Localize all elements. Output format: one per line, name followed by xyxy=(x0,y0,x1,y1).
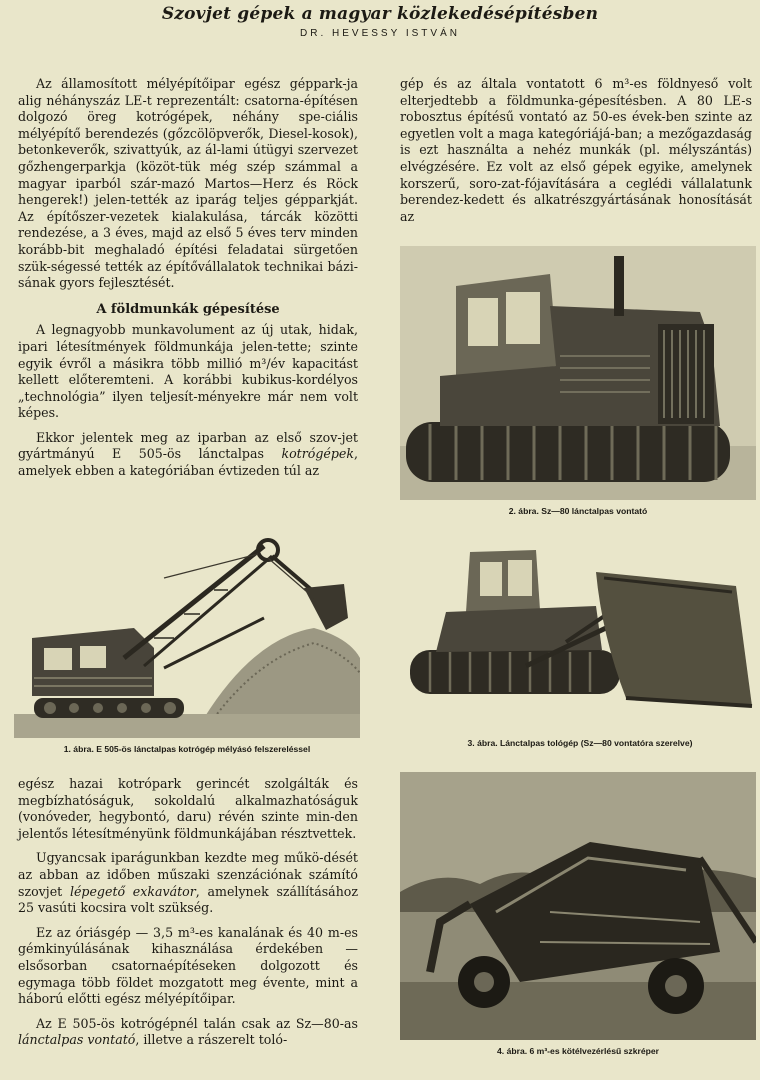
emphasis-tracked-tractor: lánctalpas vontató xyxy=(18,1032,136,1048)
paragraph-backbone: egész hazai kotrópark gerincét szolgálták és megbízhatóságuk, sokoldalú alkalmazhatóságuk (vonóveder, hegybontó, daru) révén szinte min-den jelentős létesítményünk földmunkájában résztvettek. xyxy=(18,776,358,841)
paragraph-giant-machine: Ez az óriásgép — 3,5 m³-es kanalának és 40 m-es gémkinyúlásának kihasználása érdekében — elsősorban csatornaépítéseken dolgozott és egymaga több földet mozgatott meg évente, mint a háború előtti egész mélyépítőipar. xyxy=(18,924,358,1007)
section-heading: A földmunkák gépesítése xyxy=(96,301,280,317)
paragraph-intro: Az államosított mélyépítőipar egész géppark-ja alig néhányszáz LE-t reprezentált: csatorna-építésen dolgozó öreg kotrógépek, néhány spe-ciális mélyépítő berendezés (gőzcölöpverők, Diesel-kosok), betonkeverők, szivattyúk, az ál-lami útügyi szervezet gőzhengerparkja (közöt-tük még szép számmal a magyar iparból szár-mazó Martos—Herz és Röck hengerek!) jelen-tették az iparág teljes gépparkját. Az építőszer-vezetek kialakulása, tárcák közötti rendezése, a 3 éves, majd az első 5 éves terv minden korább-bit meghaladó építési feladatai sürgetően szük-ségessé tették az építővállalatok technikai bázi-sának gyors fejlesztését. xyxy=(18,76,358,291)
figure-2-tractor xyxy=(400,246,756,500)
figure-1-caption: 1. ábra. E 505-ös lánctalpas kotrógép mélyásó felszereléssel xyxy=(63,744,311,754)
article-title: Szovjet gépek a magyar közlekedésépítésben xyxy=(161,4,599,24)
right-column-top xyxy=(400,76,752,225)
emphasis-excavators: kotrógépek xyxy=(281,446,354,462)
left-column-bottom xyxy=(18,776,358,1049)
figure-4-scraper xyxy=(400,772,756,1040)
figure-2-caption: 2. ábra. Sz—80 lánctalpas vontató xyxy=(508,506,648,516)
paragraph-earthwork: A legnagyobb munkavolument az új utak, hidak, ipari létesítmények földmunkája jelen-tette; szinte egyik évről a másikra több millió m³/év kapacitást kellett előteremteni. A korábbi kubikus-kordélyos „technológia” ilyen teljesít-ményekre már nem volt képes. xyxy=(18,322,358,421)
paragraph-walking-excavator: Ugyancsak iparágunkban kezdte meg műkö-dését az abban az időben műszaki szenzációnak számító szovjet lépegető exkavátor, amelynek szállításához 25 vasúti kocsira volt szükség. xyxy=(18,850,359,916)
figure-3-bulldozer xyxy=(406,546,754,730)
paragraph-tractor: gép és az általa vontatott 6 m³-es földnyeső volt elterjedtebb a földmunka-gépesítésben. A 80 LE-s robosztus építésű vontató az 50-es évek-ben szinte az egyetlen volt a maga kategóriájá-ban; a mezőgazdaság is ezt használta a nehéz munkák (pl. mélyszántás) elvégzésére. Ez volt az első gépek egyike, amelynek korszerű, soro-zat-fójavítására a ceglédi vállalatunk berendez-kedett és alkatrészgyártásának honosítását az xyxy=(400,76,752,224)
figure-4-caption: 4. ábra. 6 m³-es kötélvezérlésű szkréper xyxy=(497,1046,659,1056)
left-column-top xyxy=(18,76,358,480)
figure-3-caption: 3. ábra. Lánctalpas tológép (Sz—80 vontatóra szerelve) xyxy=(467,738,693,748)
paragraph-tracked-tractor: Az E 505-ös kotrógépnél talán csak az Sz—80-as lánctalpas vontató, illetve a rászerelt toló- xyxy=(18,1015,358,1048)
emphasis-walking-excavator: lépegető exkavátor xyxy=(69,883,196,899)
article-author: DR. HEVESSY ISTVÁN xyxy=(300,28,460,39)
paragraph-excavators: Ekkor jelentek meg az iparban az első szov-jet gyártmányú E 505-ös lánctalpas kotrógépek, amelyek ebben a kategóriában évtizeden túl az xyxy=(18,429,358,479)
figure-1-excavator xyxy=(14,518,360,738)
